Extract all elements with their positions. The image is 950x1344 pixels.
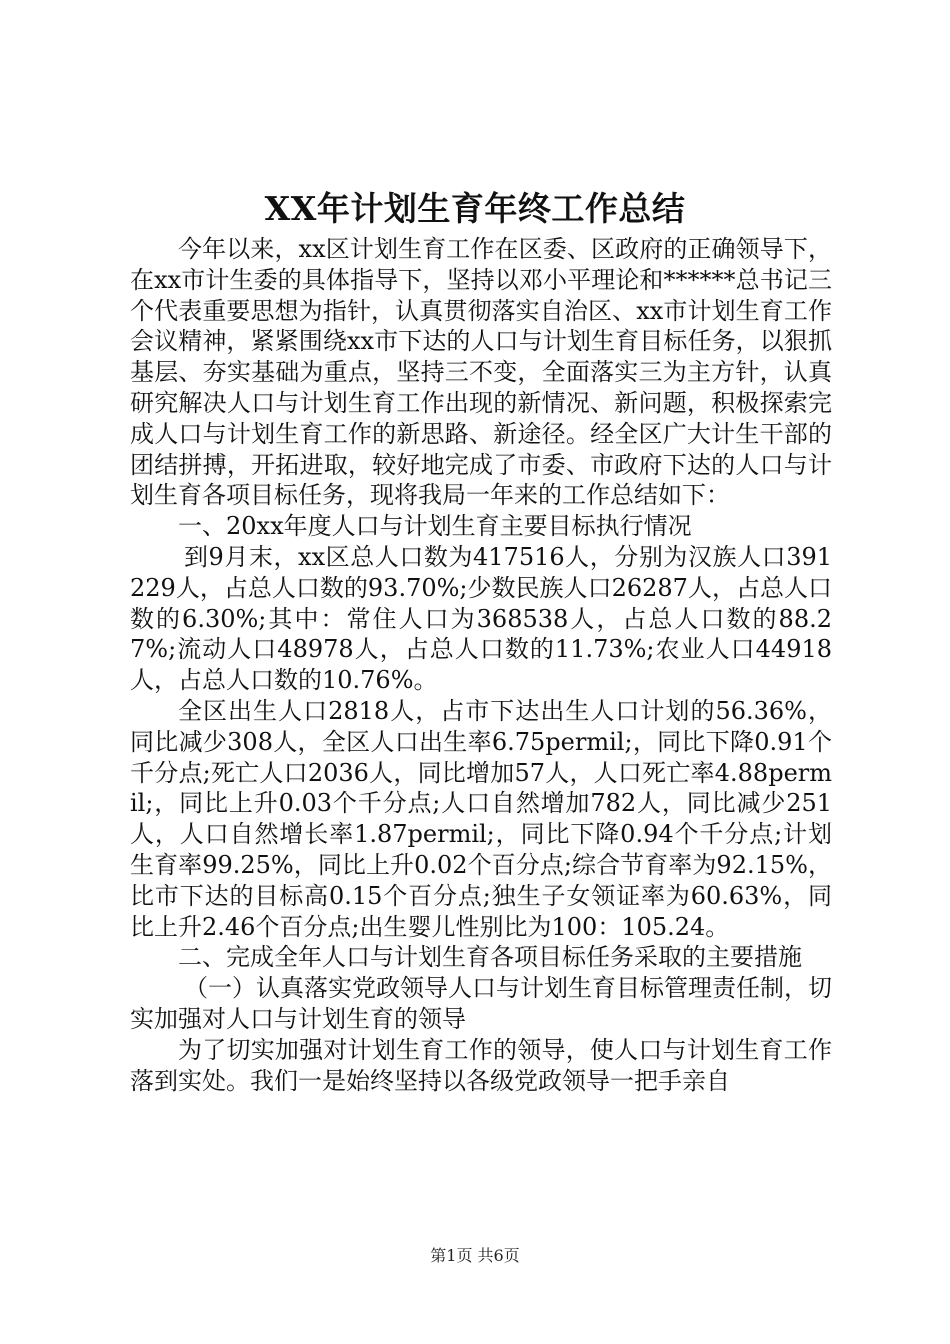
page-number-footer: 第1页 共6页 xyxy=(430,1246,520,1265)
document-body xyxy=(130,234,832,1096)
document-title: XX年计划生育年终工作总结 xyxy=(264,189,686,228)
subsection-heading-1: （一）认真落实党政领导人口与计划生育目标管理责任制，切实加强对人口与计划生育的领导 xyxy=(130,974,832,1033)
population-paragraph: 到9月末，xx区总人口数为417516人，分别为汉族人口391229人，占总人口数的93.70%;少数民族人口26287人，占总人口数的6.30%;其中：常住人口为368538人，占总人口数的88.27%;流动人口48978人，占总人口数的11.73%;农业人口44918人，占总人口数的10.76%。 xyxy=(130,542,832,695)
section-heading-2: 二、完成全年人口与计划生育各项目标任务采取的主要措施 xyxy=(178,943,802,972)
section-heading-1: 一、20xx年度人口与计划生育主要目标执行情况 xyxy=(178,512,692,541)
leadership-paragraph: 为了切实加强对计划生育工作的领导，使人口与计划生育工作落到实处。我们一是始终坚持以各级党政领导一把手亲自 xyxy=(130,1035,832,1095)
intro-paragraph: 今年以来，xx区计划生育工作在区委、区政府的正确领导下，在xx市计生委的具体指导下，坚持以邓小平理论和******总书记三个代表重要思想为指针，认真贯彻落实自治区、xx市计划生育工作会议精神，紧紧围绕xx市下达的人口与计划生育目标任务，以狠抓基层、夯实基础为重点，坚持三不变，全面落实三为主方针，认真研究解决人口与计划生育工作出现的新情况、新问题，积极探索完成人口与计划生育工作的新思路、新途径。经全区广大计生干部的团结拼搏，开拓进取，较好地完成了市委、市政府下达的人口与计划生育各项目标任务，现将我局一年来的工作总结如下： xyxy=(130,235,832,510)
birth-stats-paragraph: 全区出生人口2818人，占市下达出生人口计划的56.36%，同比减少308人，全区人口出生率6.75permil;，同比下降0.91个千分点;死亡人口2036人，同比增加57人，人口死亡率4.88permil;，同比上升0.03个千分点;人口自然增加782人，同比减少251人，人口自然增长率1.87permil;，同比下降0.94个千分点;计划生育率99.25%，同比上升0.02个百分点;综合节育率为92.15%，比市下达的目标高0.15个百分点;独生子女领证率为60.63%，同比上升2.46个百分点;出生婴儿性别比为100：105.24。 xyxy=(130,696,832,941)
